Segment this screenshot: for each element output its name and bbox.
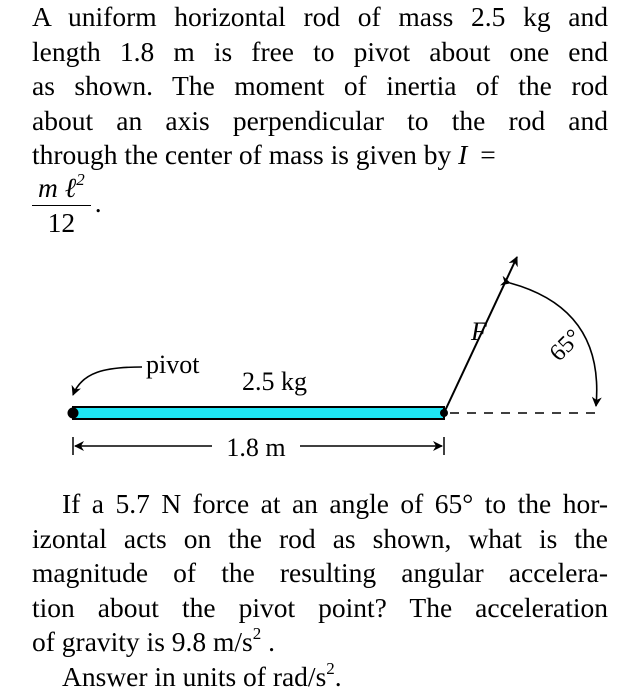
fraction-denominator: 12 [47,206,76,238]
pivot-point [68,408,79,419]
rod [73,407,444,419]
intro-line-5 [32,138,608,173]
numerator-text: m ℓ [38,171,77,203]
mass-label: 2.5 kg [242,367,307,396]
formula-equals: = [480,139,496,170]
length-label: 1.8 m [226,433,286,462]
question-line-1: If a 5.7 N force at an angle of 65° to the hor- [62,488,608,519]
intro-line-2: length 1.8 m is free to pivot about one end [32,35,608,67]
question-line-3: magnitude of the resulting angular accelera- [32,557,608,588]
formula-fraction-line [32,171,608,240]
question [32,487,608,694]
force-label: F [471,317,487,346]
formula-period: . [94,186,102,218]
inertia-fraction [32,171,91,240]
formula-lhs: I [458,139,468,170]
numerator-exponent: 2 [76,169,85,189]
question-line-4: tion about the pivot point? The acceleration [32,591,608,623]
pivot-label: pivot [146,350,200,379]
rod-figure [0,240,630,480]
intro-line-1: A uniform horizontal rod of mass 2.5 kg and [32,1,608,32]
gravity-text: of gravity is 9.8 m/s [32,626,253,657]
answer-exponent: 2 [326,658,335,678]
answer-end: . [334,660,342,692]
answer-units-text: Answer in units of rad/s [62,660,327,692]
answer-line [32,660,608,695]
gravity-exponent: 2 [252,624,262,643]
gravity-end: . [261,626,276,657]
problem-statement [32,0,608,240]
gravity-line [32,625,608,660]
pivot-pointer-arrow [73,367,142,395]
angle-label: 65° [544,324,587,367]
intro-line-3: as shown. The moment of inertia of the rod [32,70,608,101]
question-line-2: izontal acts on the rod as shown, what is the [32,522,608,554]
fraction-numerator [32,171,91,206]
intro-line-4: about an axis perpendicular to the rod and [32,104,608,136]
intro-last-text: through the center of mass is given by [32,139,452,170]
